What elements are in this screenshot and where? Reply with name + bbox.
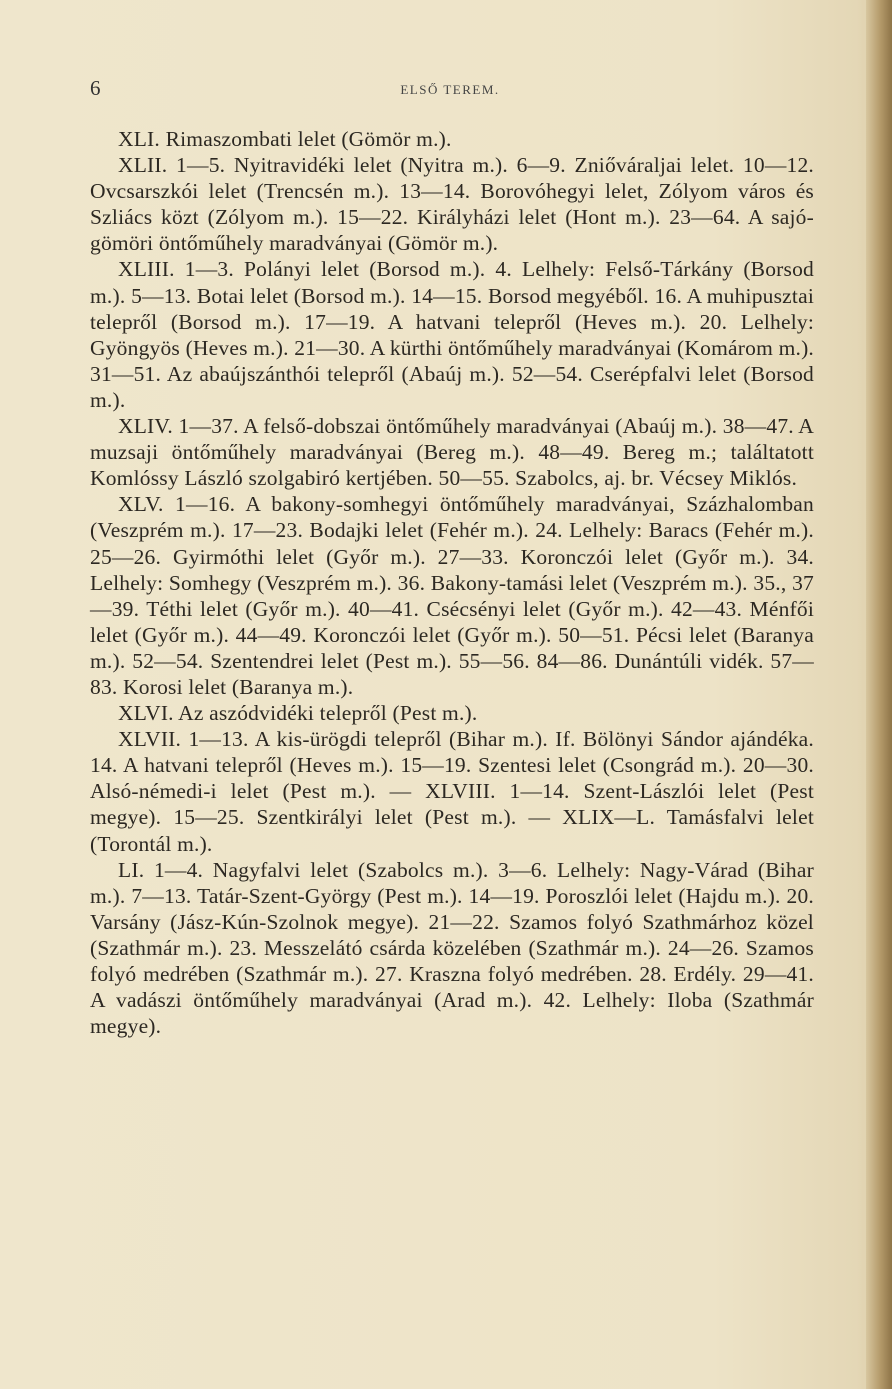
entry-xlv: XLV. 1—16. A bakony-somhegyi öntőműhely maradványai, Százhalomban (Veszprém m.). 17—23. Bodajki lelet (Fehér m.). 24. Lelhely: Baracs (Fehér m.). 25—26. Gyirmóthi lelet (Győr m.). 27—33. Koronczói lelet (Győr m.). 34. Lelhely: Somhegy (Veszprém m.). 36. Bakony-tamási lelet (Veszprém m.). 35., 37—39. Téthi lelet (Győr m.). 40—41. Csécsényi lelet (Győr m.). 42—43. Ménfői lelet (Győr m.). 44—49. Koronczói lelet (Győr m.). 50—51. Pécsi lelet (Baranya m.). 52—54. Szentendrei lelet (Pest m.). 55—56. 84—86. Dunántúli vidék. 57—83. Korosi lelet (Baranya m.). [90,492,814,699]
entry-xliii: XLIII. 1—3. Polányi lelet (Borsod m.). 4. Lelhely: Felső-Tárkány (Borsod m.). 5—13. Botai lelet (Borsod m.). 14—15. Borsod megyéből. 16. A muhipusztai telepről (Borsod m.). 17—19. A hatvani telepről (Heves m.). 20. Lelhely: Gyöngyös (Heves m.). 21—30. A kürthi öntőműhely maradványai (Komárom m.). 31—51. Az abaújszánthói telepről (Abaúj m.). 52—54. Cserépfalvi lelet (Borsod m.). [90,257,814,412]
page-number: 6 [90,76,101,100]
entry-xlii: XLII. 1—5. Nyitravidéki lelet (Nyitra m.). 6—9. Zniőváraljai lelet. 10—12. Ovcsarszkói lelet (Trencsén m.). 13—14. Borovóhegyi lelet, Zólyom város és Szliács közt (Zólyom m.). 15—22. Királyházi lelet (Hont m.). 23—64. A sajó-gömöri öntőműhely maradványai (Gömör m.). [90,153,814,256]
entry-xlvii: XLVII. 1—13. A kis-ürögdi telepről (Bihar m.). If. Bölönyi Sándor ajándéka. 14. A hatvani telepről (Heves m.). 15—19. Szentesi lelet (Csongrád m.). 20—30. Alsó-némedi-i lelet (Pest m.). — XLVIII. 1—14. Szent-Lászlói lelet (Pest megye). 15—25. Szentkirályi lelet (Pest m.). — XLIX—L. Tamásfalvi lelet (Torontál m.). [90,727,814,856]
catalogue-text [90,126,814,1039]
entry-li: LI. 1—4. Nagyfalvi lelet (Szabolcs m.). 3—6. Lelhely: Nagy-Várad (Bihar m.). 7—13. Tatár-Szent-György (Pest m.). 14—19. Poroszlói lelet (Hajdu m.). 20. Varsány (Jász-Kún-Szolnok megye). 21—22. Szamos folyó Szathmárhoz közel (Szathmár m.). 23. Messzelátó csárda közelében (Szathmár m.). 24—26. Szamos folyó medrében (Szathmár m.). 27. Kraszna folyó medrében. 28. Erdély. 29—41. A vadászi öntőműhely maradványai (Arad m.). 42. Lelhely: Iloba (Szathmár megye). [90,857,814,1039]
entry-xlvi: XLVI. Az aszódvidéki telepről (Pest m.). [118,701,478,726]
page-edge [866,0,892,1389]
running-title: ELSŐ TEREM. [400,82,500,97]
entry-xli: XLI. Rimaszombati lelet (Gömör m.). [118,127,452,151]
page-header [0,76,892,100]
entry-xliv: XLIV. 1—37. A felső-dobszai öntőműhely maradványai (Abaúj m.). 38—47. A muzsaji öntőműhely maradványai (Bereg m.). 48—49. Bereg m.; találtatott Komlóssy László szolgabiró kertjében. 50—55. Szabolcs, aj. br. Vécsey Miklós. [90,414,814,491]
